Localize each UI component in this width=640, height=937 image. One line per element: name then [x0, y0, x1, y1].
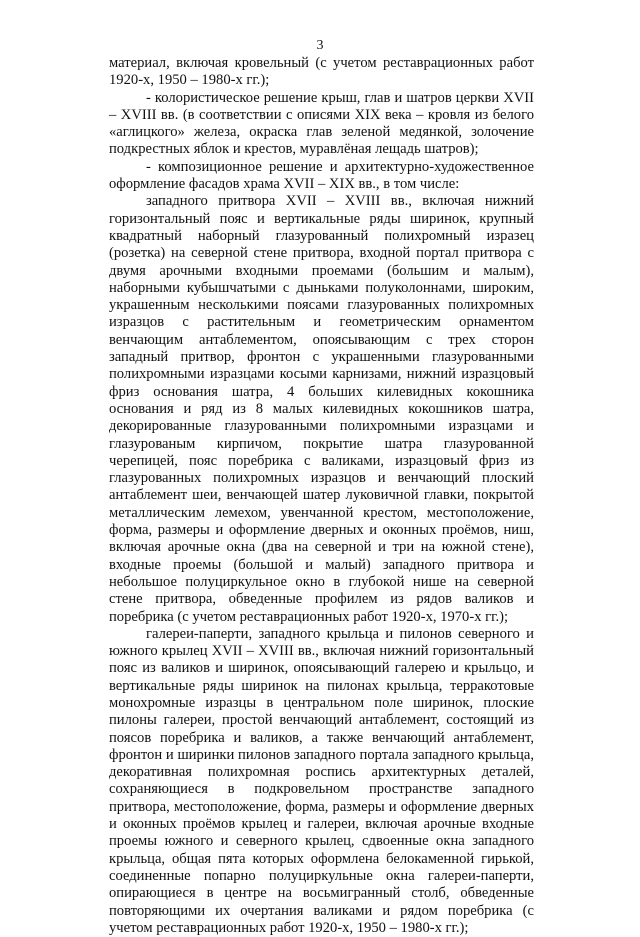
- paragraph-western-narthex: западного притвора XVII – XVIII вв., включая нижний горизонтальный пояс и вертикальные ряды ширинок, крупный квадратный наборный глазурованный полихромный изразец (розетка) на северной стене притвора, входной портал притвора с двумя арочными входными проемами (большим и малым), наборными кубышчатыми с дыньками полуколоннами, широким, украшенным несколькими поясами глазурованных полихромных изразцов с растительным и геометрическим орнаментом венчающим антаблементом, опоясывающим с трех сторон западный притвор, фронтон с украшенными глазурованными полихромными изразцами косыми карнизами, нижний изразцовый фриз основания шатра, 4 больших килевидных кокошника основания и ряд из 8 малых килевидных кокошников шатра, декорированные глазурованными полихромными изразцами и глазурованым кирпичом, покрытие шатра глазурованной черепицей, пояс поребрика с валиками, изразцовый фриз из глазурованных полихромных изразцов и венчающий плоский антаблемент шеи, венчающей шатер луковичной главки, покрытой металлическим лемехом, увенчанной крестом, местоположение, форма, размеры и оформление дверных и оконных проёмов, ниш, включая арочные окна (два на северной и три на южной стене), входные проемы (большой и малый) западного притвора и небольшое полуциркульное окно в глубокой нише на северной стене притвора, обведенные профилем из рядов валиков и поребрика (с учетом реставрационных работ 1920-х, 1970-х гг.);: [109, 193, 534, 625]
- paragraph-roof-material: материал, включая кровельный (с учетом реставрационных работ 1920-х, 1950 – 1980-х гг.);: [109, 55, 534, 89]
- paragraph-facade-composition: - композиционное решение и архитектурно-художественное оформление фасадов храма XVII – XIX вв., в том числе:: [109, 158, 534, 193]
- paragraph-roof-coloring: - колористическое решение крыш, глав и шатров церкви XVII – XVIII вв. (в соответствии с описями XIX века – кровля из белого «аглицкого» железа, окраска глав зеленой медянкой, золочение подкрестных яблок и крестов, муравлёная лещадь шатров);: [109, 89, 534, 158]
- paragraph-gallery-porch: галереи-паперти, западного крыльца и пилонов северного и южного крылец XVII – XVIII вв., включая нижний горизонтальный пояс из валиков и ширинок, опоясывающий галерею и крыльцо, и вертикальные ряды ширинок на пилонах крыльца, терракотовые монохромные изразцы в центральном поле ширинок, плоские пилоны галереи, простой венчающий антаблемент, состоящий из поясов поребрика и валиков, а также венчающий антаблемент, фронтон и ширинки пилонов западного портала западного крыльца, декоративная полихромная роспись архитектурных деталей, сохраняющиеся в подкровельном пространстве западного притвора, местоположение, форма, размеры и оформление дверных и оконных проёмов крылец и галереи, включая арочные входные проемы южного и северного крылец, сдвоенные окна западного крыльца, общая пята которых оформлена белокаменной гирькой, соединенные попарно полуциркульные окна галереи-паперти, опирающиеся в центре на восьмигранный столб, обведенные повторяющими их очертания валиками и рядом поребрика (с учетом реставрационных работ 1920-х, 1950 – 1980-х гг.);: [109, 625, 534, 936]
- page-number: 3: [316, 38, 324, 53]
- document-body: [109, 55, 534, 937]
